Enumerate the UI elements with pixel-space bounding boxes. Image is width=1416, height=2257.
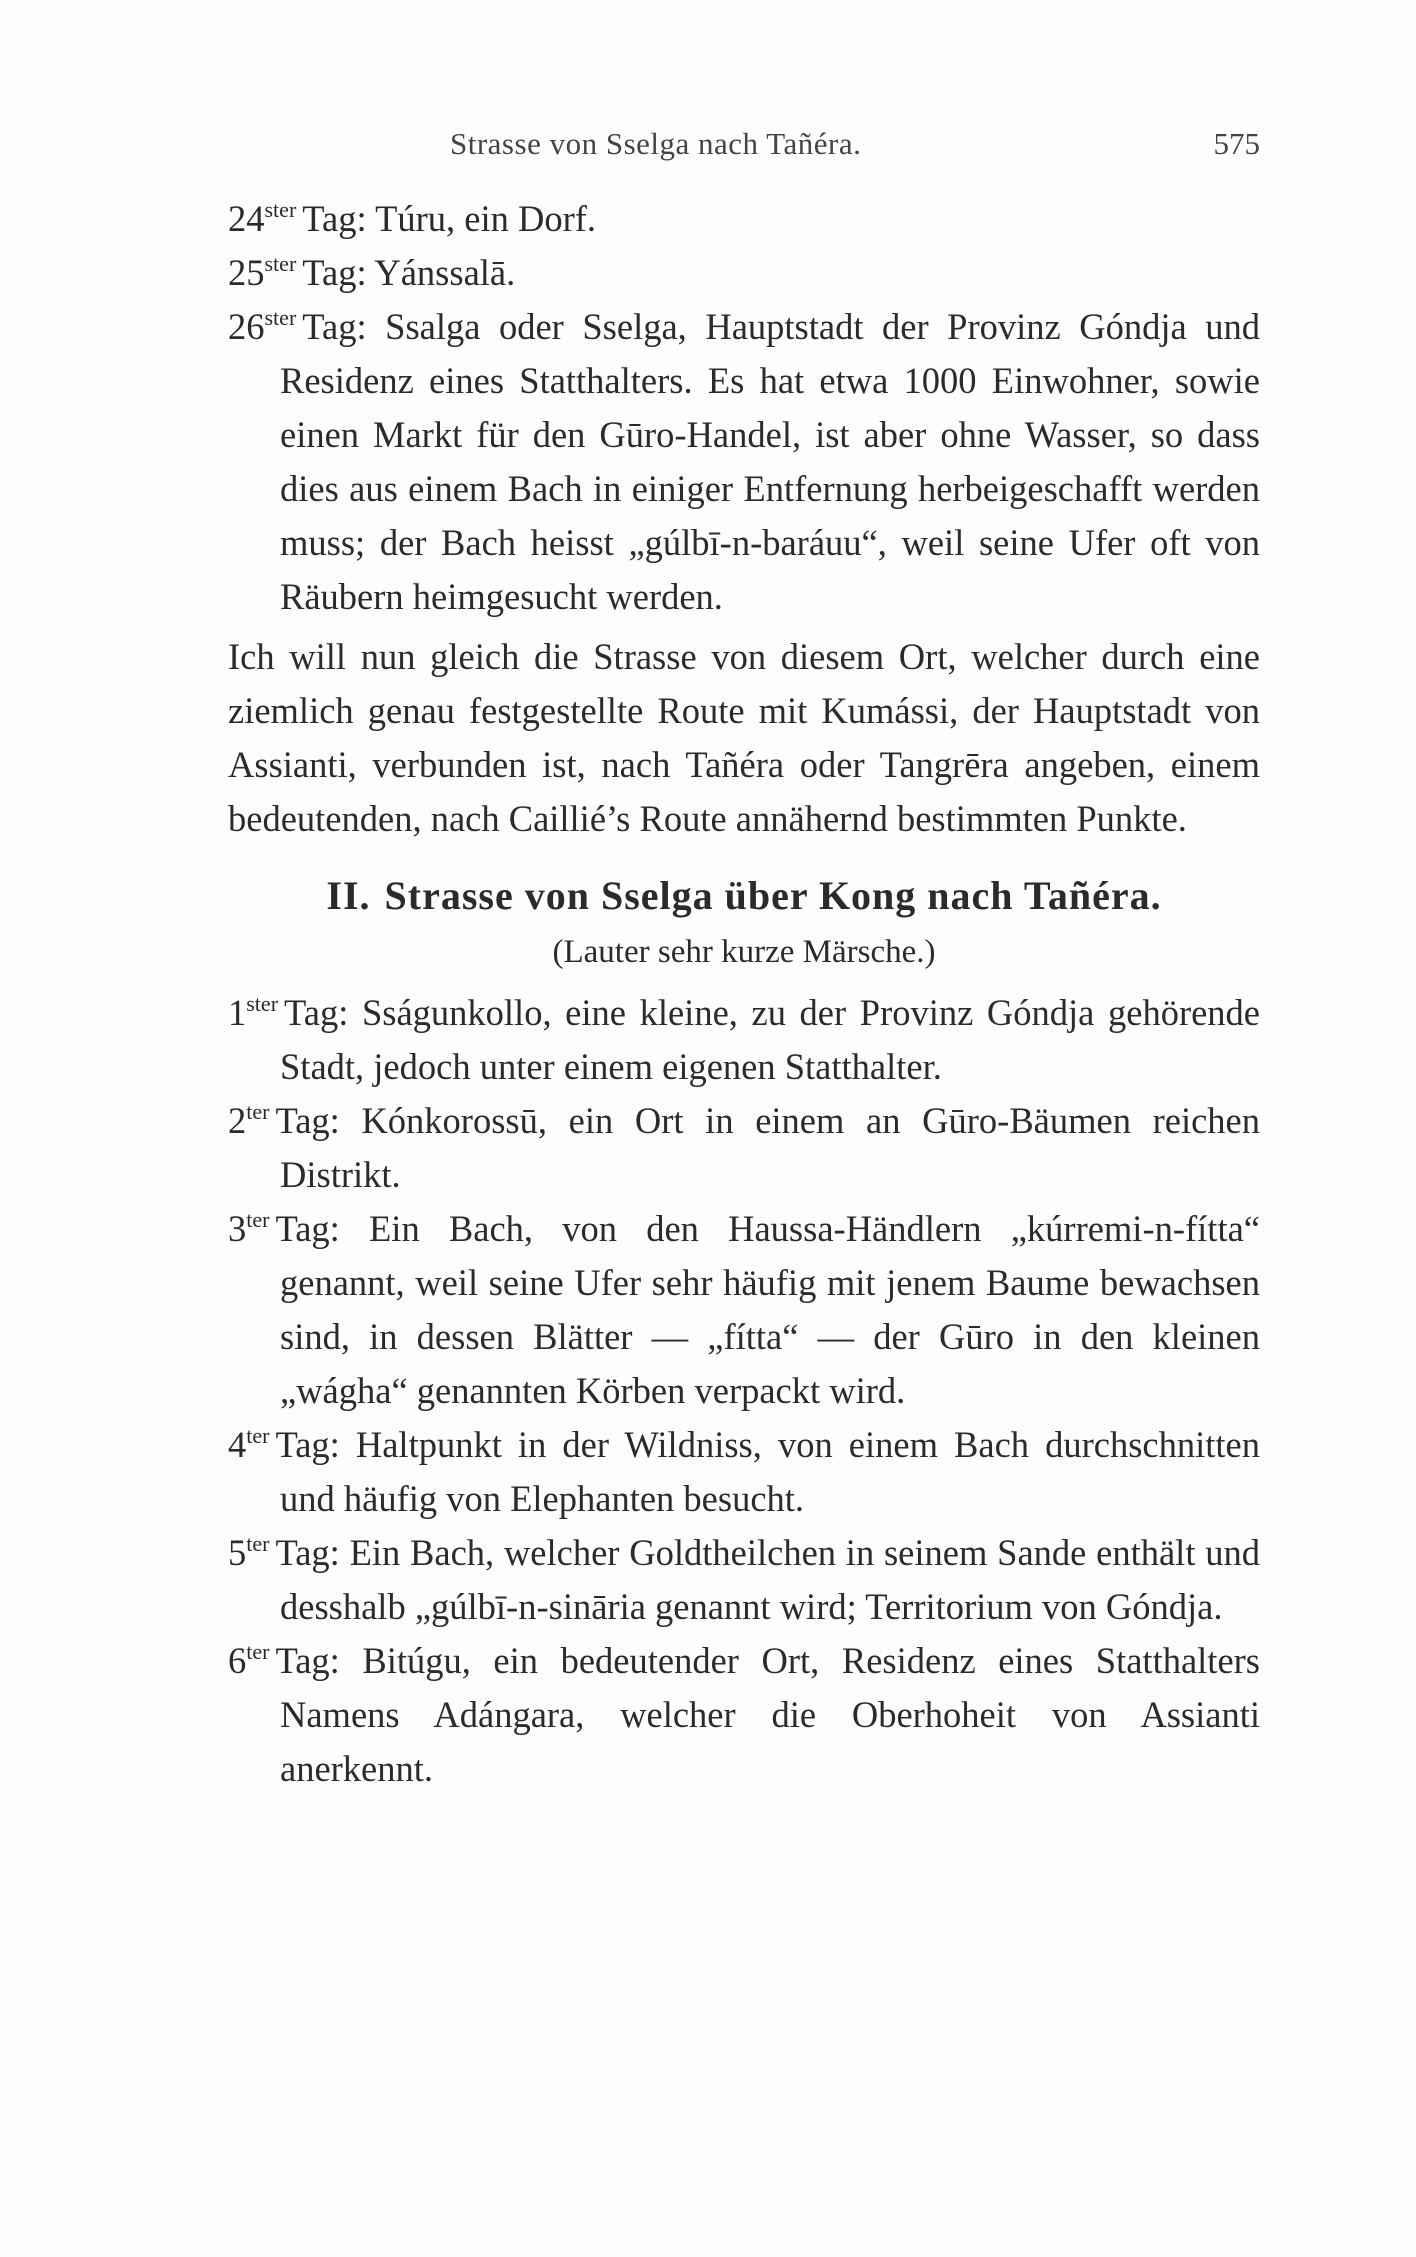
day-suffix: ster (264, 251, 297, 276)
entry-text: Tag: Ein Bach, welcher Goldtheilchen in seinem Sande enthält und desshalb „gúlbī-n-sināria genannt wird; Territorium von Góndja. (275, 1532, 1260, 1627)
itinerary-entry-day-6 (228, 1634, 1260, 1796)
day-number: 4 (228, 1424, 247, 1465)
day-suffix: ster (264, 197, 297, 222)
itinerary-entry-day-25 (228, 246, 1260, 300)
page-number: 575 (1213, 126, 1260, 161)
itinerary-entry-day-24 (228, 192, 1260, 246)
day-number: 2 (228, 1100, 247, 1141)
day-suffix: ter (246, 1099, 270, 1124)
entry-text: Tag: Yánssalā. (302, 252, 516, 293)
entry-text: Tag: Ssalga oder Sselga, Hauptstadt der Provinz Góndja und Residenz eines Statthalters. Es hat etwa 1000 Einwohner, sowie einen Markt für den Gūro-Handel, ist aber ohne Wasser, so dass dies aus einem Bach in einiger Entfernung herbeigeschafft werden muss; der Bach heisst „gúlbī-n-baráuu“, weil seine Ufer oft von Räubern heimgesucht werden. (280, 306, 1260, 617)
itinerary-entry-day-4 (228, 1418, 1260, 1526)
itinerary-entry-day-26 (228, 300, 1260, 624)
day-suffix: ter (246, 1207, 270, 1232)
page-body (228, 192, 1260, 1796)
entry-text: Tag: Bitúgu, ein bedeutender Ort, Residenz eines Statthalters Namens Adángara, welcher die Oberhoheit von Assianti anerkennt. (275, 1640, 1260, 1789)
running-title: Strasse von Sselga nach Tañéra. (450, 126, 862, 161)
body-paragraph: Ich will nun gleich die Strasse von diesem Ort, welcher durch eine ziemlich genau festgestellte Route mit Kumássi, der Hauptstadt von Assianti, verbunden ist, nach Tañéra oder Tangrēra angeben, einem bedeutenden, nach Caillié’s Route annähernd bestimmten Punkte. (228, 636, 1260, 839)
day-number: 1 (228, 992, 247, 1033)
day-suffix: ter (246, 1423, 270, 1448)
itinerary-entry-day-2 (228, 1094, 1260, 1202)
day-number: 25 (228, 252, 265, 293)
day-suffix: ster (246, 991, 279, 1016)
section-heading (228, 866, 1260, 926)
section-title: Strasse von Sselga über Kong nach Tañéra. (384, 873, 1162, 918)
day-number: 5 (228, 1532, 247, 1573)
day-suffix: ster (264, 305, 297, 330)
day-suffix: ter (246, 1639, 270, 1664)
day-suffix: ter (246, 1531, 270, 1556)
day-number: 24 (228, 198, 265, 239)
itinerary-entry-day-1 (228, 986, 1260, 1094)
section-subtitle: (Lauter sehr kurze Märsche.) (552, 934, 936, 970)
entry-text: Tag: Ein Bach, von den Haussa-Händlern „kúrremi-n-fítta“ genannt, weil seine Ufer sehr häufig mit jenem Baume bewachsen sind, in dessen Blätter — „fítta“ — der Gūro in den kleinen „wágha“ genannten Körben verpackt wird. (275, 1208, 1260, 1411)
entry-text: Tag: Kónkorossū, ein Ort in einem an Gūro-Bäumen reichen Distrikt. (275, 1100, 1260, 1195)
day-number: 6 (228, 1640, 247, 1681)
entry-text: Tag: Túru, ein Dorf. (302, 198, 597, 239)
page-header (228, 118, 1260, 168)
itinerary-entry-day-3 (228, 1202, 1260, 1418)
day-number: 3 (228, 1208, 247, 1249)
entry-text: Tag: Haltpunkt in der Wildniss, von einem Bach durchschnitten und häufig von Elephanten besucht. (275, 1424, 1260, 1519)
section-number: II. (326, 873, 371, 918)
day-number: 26 (228, 306, 265, 347)
entry-text: Tag: Sságunkollo, eine kleine, zu der Provinz Góndja gehörende Stadt, jedoch unter einem eigenen Statthalter. (280, 992, 1260, 1087)
itinerary-entry-day-5 (228, 1526, 1260, 1634)
